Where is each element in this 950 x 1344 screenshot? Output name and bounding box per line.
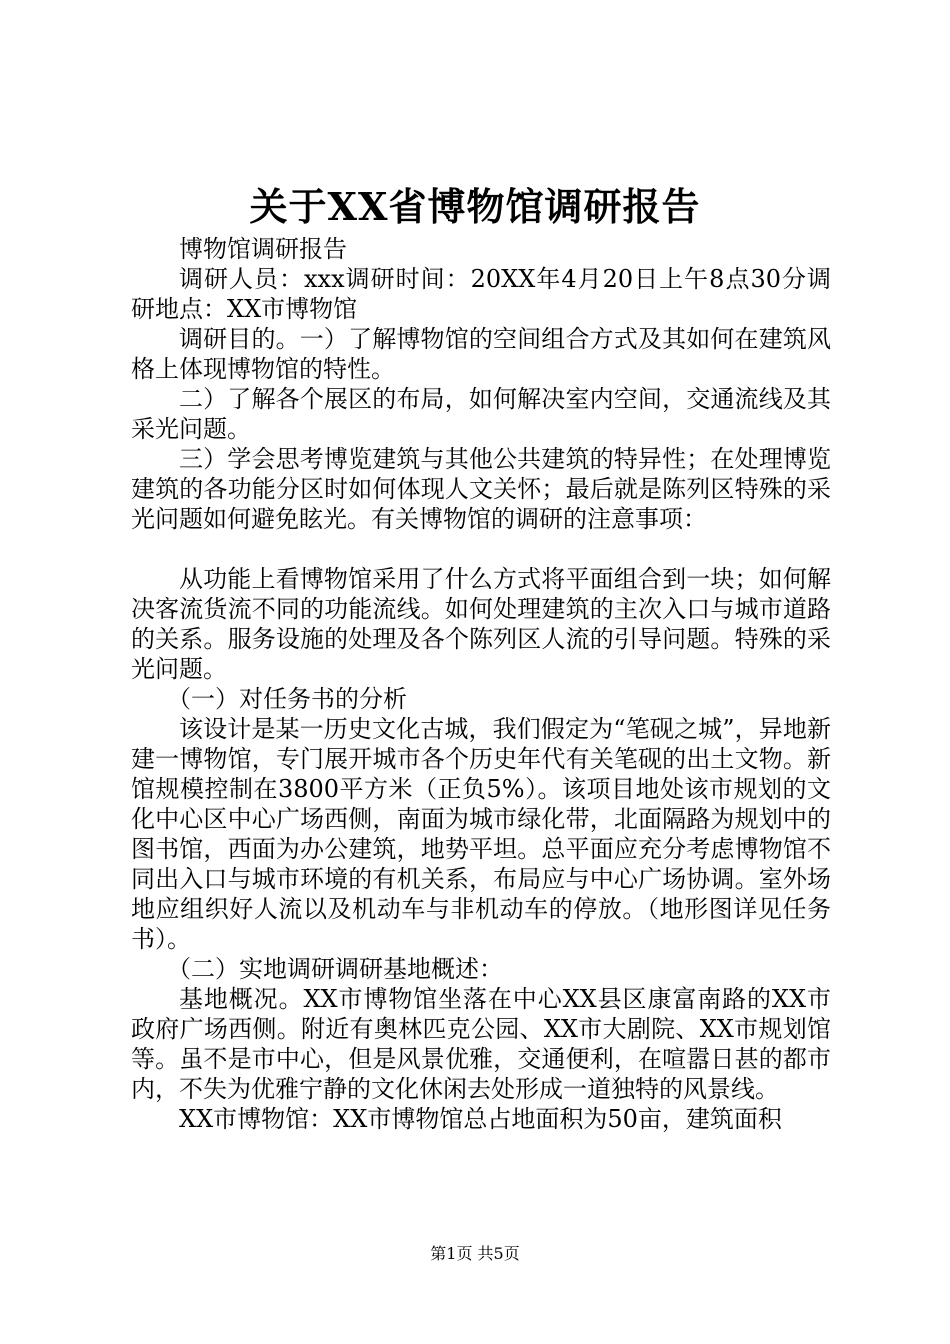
paragraph-purpose-1: 调研目的。一）了解博物馆的空间组合方式及其如何在建筑风格上体现博物馆的特性。: [131, 325, 831, 383]
section-heading-site-survey: （二）实地调研调研基地概述：: [167, 955, 503, 983]
paragraph-purpose-3: 三）学会思考博览建筑与其他公共建筑的特异性；在处理博览建筑的各功能分区时如何体现人文关怀；最后就是陈列区特殊的采光问题如何避免眩光。有关博物馆的调研的注意事项：: [131, 445, 831, 533]
document-body: [131, 234, 831, 1134]
paragraph-site-overview: 基地概况。XX市博物馆坐落在中心XX县区康富南路的XX市政府广场西侧。附近有奥林匹克公园、XX市大剧院、XX市规划馆等。虽不是市中心，但是风景优雅，交通便利，在喧嚣日甚的都市内，不失为优雅宁静的文化休闲去处形成一道独特的风景线。: [131, 985, 831, 1103]
page-number: 第1页 共5页: [430, 1244, 520, 1263]
paragraph-research-info: 调研人员：xxx调研时间：20XX年4月20日上午8点30分调研地点：XX市博物馆: [131, 265, 831, 323]
paragraph-purpose-2: 二）了解各个展区的布局，如何解决室内空间，交通流线及其采光问题。: [131, 385, 831, 443]
paragraph-subtitle: 博物馆调研报告: [179, 235, 347, 263]
paragraph-design-brief: 该设计是某一历史文化古城，我们假定为“笔砚之城”，异地新建一博物馆，专门展开城市各个历史年代有关笔砚的出土文物。新馆规模控制在3800平方米（正负5%）。该项目地处该市规划的文化中心区中心广场西侧，南面为城市绿化带，北面隔路为规划中的图书馆，西面为办公建筑，地势平坦。总平面应充分考虑博物馆不同出入口与城市环境的有机关系，布局应与中心广场协调。室外场地应组织好人流以及机动车与非机动车的停放。（地形图详见任务书）。: [131, 715, 831, 953]
section-heading-task-analysis: （一）对任务书的分析: [167, 685, 407, 713]
paragraph-function: 从功能上看博物馆采用了什么方式将平面组合到一块；如何解决客流货流不同的功能流线。如何处理建筑的主次入口与城市道路的关系。服务设施的处理及各个陈列区人流的引导问题。特殊的采光问题。: [131, 565, 831, 683]
document-title: 关于XX省博物馆调研报告: [249, 184, 701, 229]
paragraph-museum-area: XX市博物馆：XX市博物馆总占地面积为50亩，建筑面积: [179, 1105, 782, 1133]
